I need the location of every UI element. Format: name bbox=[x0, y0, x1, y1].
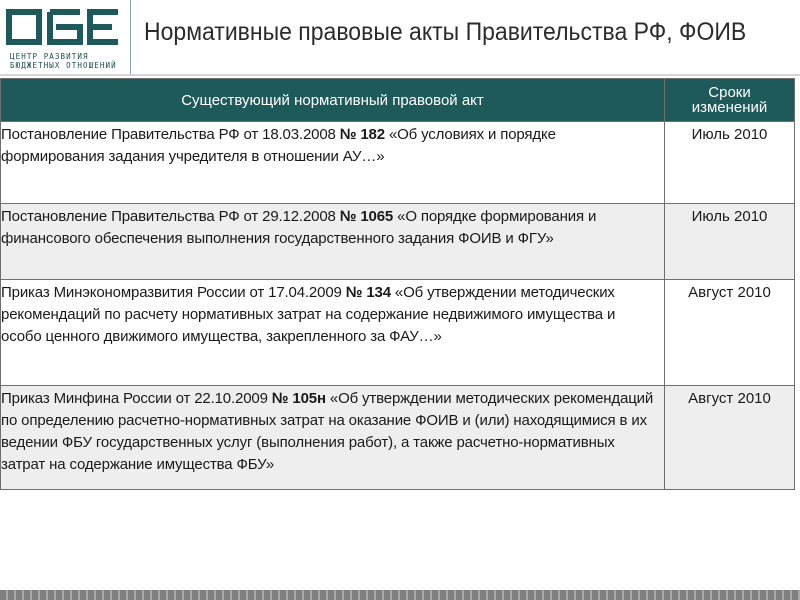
act-number: № 1065 bbox=[339, 208, 394, 225]
table-row bbox=[1, 386, 795, 490]
act-cell bbox=[1, 204, 665, 280]
act-number: № 182 bbox=[339, 126, 385, 143]
deadline-cell: Июль 2010 bbox=[665, 122, 795, 204]
act-text-pre: Постановление Правительства РФ от 29.12.2008 bbox=[1, 208, 340, 225]
logo-caption-line2: БЮДЖЕТНЫХ ОТНОШЕНИЙ bbox=[10, 61, 117, 70]
act-text-pre: Приказ Минэкономразвития России от 17.04.2009 bbox=[1, 284, 346, 301]
footer-bar bbox=[0, 590, 800, 600]
act-text-post: «Об условиях и порядке формирования задания учредителя в отношении АУ…» bbox=[1, 126, 556, 165]
header-rule bbox=[0, 74, 800, 76]
page-title: Нормативные правовые акты Правительства РФ, ФОИВ bbox=[144, 18, 747, 46]
act-text-post: «О порядке формирования и финансового обеспечения выполнения государственного задания ФОИВ и ФГУ» bbox=[1, 208, 597, 247]
act-number: № 105н bbox=[271, 390, 326, 407]
deadline-cell: Август 2010 bbox=[665, 386, 795, 490]
table-row bbox=[1, 280, 795, 386]
deadline-cell: Август 2010 bbox=[665, 280, 795, 386]
act-number: № 134 bbox=[345, 284, 391, 301]
table-row bbox=[1, 122, 795, 204]
column-header-deadline-line1: Сроки bbox=[708, 84, 751, 101]
act-text-pre: Приказ Минфина России от 22.10.2009 bbox=[1, 390, 272, 407]
act-cell bbox=[1, 122, 665, 204]
act-cell bbox=[1, 386, 665, 490]
act-cell bbox=[1, 280, 665, 386]
act-text-post: «Об утверждении методических рекомендаций по определению расчетно-нормативных затрат на оказание ФОИВ и (или) находящимися в их ведении ФБУ государственных услуг (выполнения работ), а также расчетно-нормативных затрат на содержание имущества ФБУ» bbox=[1, 390, 654, 473]
table-header-row bbox=[1, 79, 795, 122]
header-divider bbox=[130, 0, 131, 74]
column-header-deadline-line2: изменений bbox=[691, 99, 768, 116]
act-text-post: «Об утверждении методических рекомендаций по расчету нормативных затрат на содержание недвижимого имущества и особо ценного движимого имущества, закрепленного за ФАУ…» bbox=[1, 284, 616, 345]
act-text-pre: Постановление Правительства РФ от 18.03.2008 bbox=[1, 126, 340, 143]
column-header-act: Существующий нормативный правовой акт bbox=[1, 79, 665, 122]
table-row bbox=[1, 204, 795, 280]
column-header-deadline bbox=[665, 79, 795, 122]
logo-mark bbox=[6, 6, 126, 54]
logo-caption-line1: ЦЕНТР РАЗВИТИЯ bbox=[10, 52, 89, 61]
acts-table bbox=[0, 78, 795, 490]
deadline-cell: Июль 2010 bbox=[665, 204, 795, 280]
